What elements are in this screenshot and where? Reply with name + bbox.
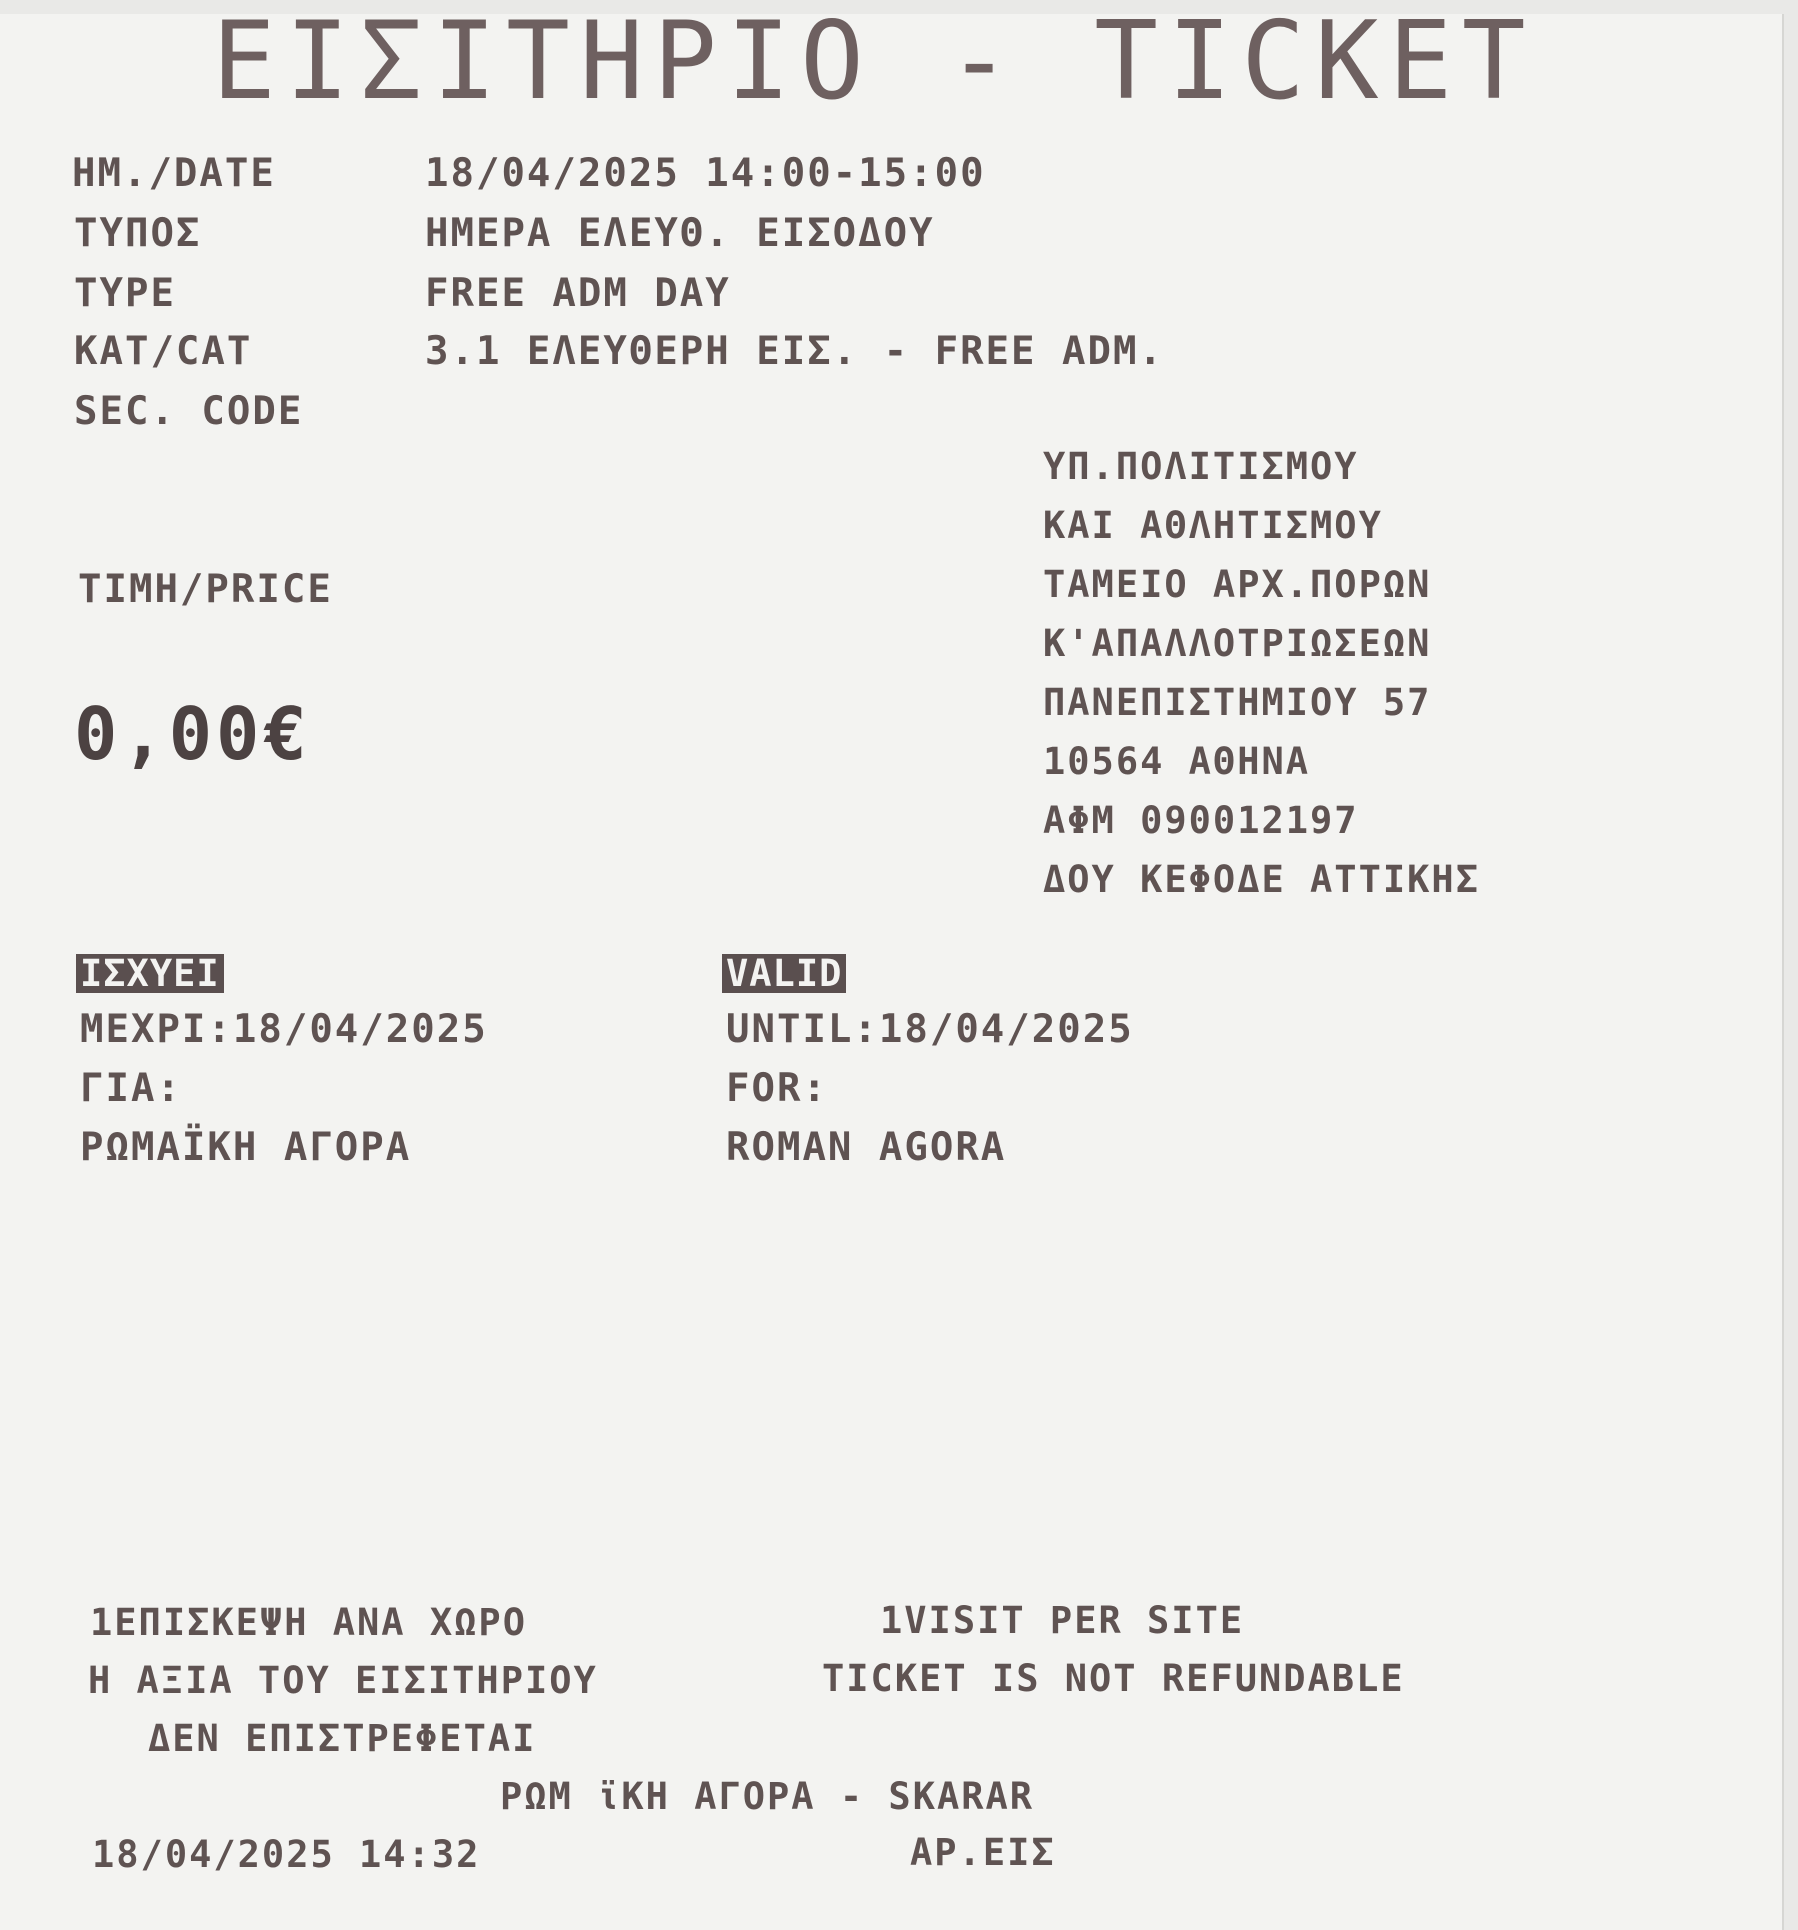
issuer-line: ΤΑΜΕΙΟ ΑΡΧ.ΠΟΡΩΝ	[1043, 563, 1432, 606]
issuer-line: ΑΦΜ 090012197	[1043, 799, 1359, 842]
type-label: TYPE	[74, 271, 176, 316]
sec-code-label: SEC. CODE	[74, 389, 304, 434]
cat-value: 3.1 ΕΛΕΥΘΕΡΗ ΕΙΣ. - FREE ADM.	[425, 329, 1164, 374]
location-operator: ΡΩΜ ϊΚΗ ΑΓΟΡΑ - SKARAR	[500, 1775, 1035, 1818]
issuer-line: ΥΠ.ΠΟΛΙΤΙΣΜΟΥ	[1043, 445, 1359, 488]
for-label-gr: ΓΙΑ:	[80, 1066, 182, 1111]
terms-gr-line: 1ΕΠΙΣΚΕΨΗ ΑΝΑ ΧΩΡΟ	[90, 1601, 527, 1644]
issuer-line: ΠΑΝΕΠΙΣΤΗΜΙΟΥ 57	[1043, 681, 1432, 724]
valid-until-gr: ΜΕΧΡΙ:18/04/2025	[80, 1007, 488, 1052]
type-value: FREE ADM DAY	[425, 271, 731, 316]
issuer-line: ΚΑΙ ΑΘΛΗΤΙΣΜΟΥ	[1043, 504, 1383, 547]
typos-label: ΤΥΠΟΣ	[74, 211, 202, 256]
valid-until-en: UNTIL:18/04/2025	[726, 1007, 1134, 1052]
terms-gr-line: ΔΕΝ ΕΠΙΣΤΡΕΦΕΤΑΙ	[148, 1717, 537, 1760]
cat-label: KAT/CAT	[74, 329, 253, 374]
ticket-number-label: ΑΡ.ΕΙΣ	[910, 1831, 1056, 1874]
site-name-en: ROMAN AGORA	[726, 1125, 1007, 1170]
issuer-line: Κ'ΑΠΑΛΛΟΤΡΙΩΣΕΩΝ	[1043, 622, 1432, 665]
terms-gr-line: Η ΑΞΙΑ ΤΟΥ ΕΙΣΙΤΗΡΙΟΥ	[88, 1659, 598, 1702]
issuer-line: ΔΟΥ ΚΕΦΟΔΕ ΑΤΤΙΚΗΣ	[1043, 858, 1480, 901]
site-name-gr: ΡΩΜΑΪΚΗ ΑΓΟΡΑ	[80, 1125, 412, 1170]
terms-en-line: 1VISIT PER SITE	[880, 1599, 1245, 1642]
date-value: 18/04/2025 14:00-15:00	[425, 151, 986, 196]
price-value: 0,00€	[74, 692, 311, 776]
typos-value: ΗΜΕΡΑ ΕΛΕΥΘ. ΕΙΣΟΔΟΥ	[425, 211, 935, 256]
price-label: TIMH/PRICE	[78, 567, 333, 612]
ticket-title: ΕΙΣΙΤΗΡΙΟ - TICKET	[212, 14, 1536, 124]
valid-badge-en: VALID	[722, 954, 846, 993]
date-label: HM./DATE	[72, 151, 276, 196]
valid-badge-gr: ΙΣΧΥΕΙ	[76, 954, 224, 993]
issued-datetime: 18/04/2025 14:32	[92, 1833, 481, 1876]
ticket-paper	[0, 14, 1784, 1930]
terms-en-line: TICKET IS NOT REFUNDABLE	[822, 1657, 1405, 1700]
issuer-line: 10564 ΑΘΗΝΑ	[1043, 740, 1311, 783]
for-label-en: FOR:	[726, 1066, 828, 1111]
